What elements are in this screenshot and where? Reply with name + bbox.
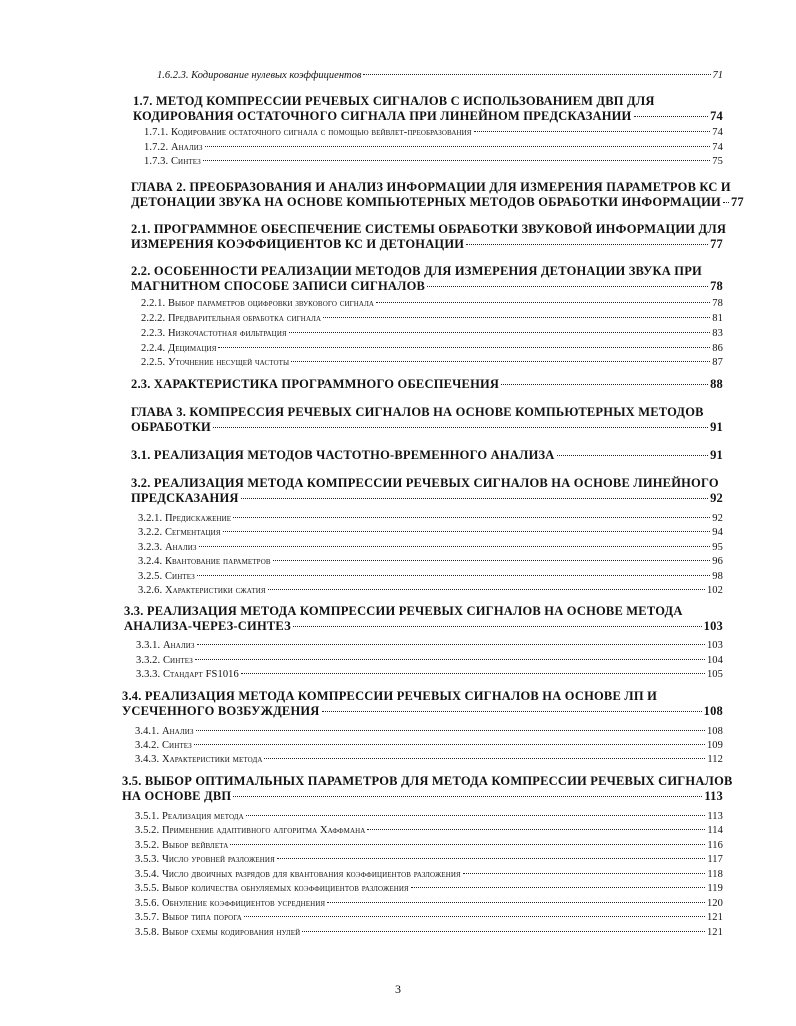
toc-entry-page: 92 (710, 491, 723, 505)
toc-entry[interactable] (135, 869, 723, 880)
toc-entry[interactable] (135, 912, 723, 923)
toc-entry-page: 71 (712, 70, 723, 81)
page-number: 3 (395, 982, 401, 996)
dot-leader (213, 427, 708, 428)
toc-entry[interactable] (138, 513, 723, 524)
toc-entry-title: 3.5.5. Выбор количества обнуляемых коэффициентов разложения (135, 883, 409, 894)
toc-heading-line: 3.4. РЕАЛИЗАЦИЯ МЕТОДА КОМПРЕССИИ РЕЧЕВЫХ СИГНАЛОВ НА ОСНОВЕ ЛП И (122, 689, 657, 703)
toc-entry[interactable] (141, 328, 723, 339)
toc-entry-title: 2.2.2. Предварительная обработка сигнала (141, 313, 322, 324)
toc-heading[interactable] (133, 94, 723, 124)
dot-leader (474, 131, 711, 132)
toc-entry-page: 92 (712, 513, 723, 524)
toc-heading-line: 3.2. РЕАЛИЗАЦИЯ МЕТОДА КОМПРЕССИИ РЕЧЕВЫХ СИГНАЛОВ НА ОСНОВЕ ЛИНЕЙНОГО (131, 476, 719, 490)
toc-entry-page: 108 (706, 726, 723, 737)
toc-entry[interactable] (138, 556, 723, 567)
dot-leader (196, 730, 705, 731)
dot-leader (241, 673, 705, 674)
toc-entry-title: 3.2.2. Сегментация (138, 527, 221, 538)
dot-leader (230, 844, 705, 845)
dot-leader (634, 116, 709, 117)
toc-entry-page: 95 (712, 542, 723, 553)
toc-entry-page: 116 (707, 840, 723, 851)
toc-entry-title: 1.6.2.3. Кодирование нулевых коэффициентов (157, 70, 362, 81)
toc-heading-line: АНАЛИЗА-ЧЕРЕЗ-СИНТЕЗ (124, 619, 291, 633)
toc-entry-page: 113 (704, 789, 723, 803)
toc-chapter[interactable] (131, 180, 744, 210)
toc-entry-title: 1.7.2. Анализ (144, 142, 203, 153)
toc-entry-title: 3.4.3. Характеристики метода (135, 754, 263, 765)
toc-entry-title: 3.3.1. Анализ (136, 640, 195, 651)
toc-entry-page: 120 (706, 898, 723, 909)
toc-heading-line: ПРЕДСКАЗАНИЯ (131, 491, 239, 505)
toc-entry[interactable] (141, 313, 723, 324)
toc-heading-line: 2.1. ПРОГРАММНОЕ ОБЕСПЕЧЕНИЕ СИСТЕМЫ ОБРАБОТКИ ЗВУКОВОЙ ИНФОРМАЦИИ ДЛЯ (131, 222, 727, 236)
toc-entry-page: 104 (706, 655, 723, 666)
toc-entry-title: 3.2.3. Анализ (138, 542, 197, 553)
toc-entry[interactable] (135, 726, 723, 737)
toc-entry[interactable] (144, 142, 723, 153)
toc-entry-page: 81 (712, 313, 723, 324)
toc-entry-page: 75 (712, 156, 723, 167)
dot-leader (218, 347, 710, 348)
toc-heading-line: ГЛАВА 3. КОМПРЕССИЯ РЕЧЕВЫХ СИГНАЛОВ НА ОСНОВЕ КОМПЬЮТЕРНЫХ МЕТОДОВ (131, 405, 704, 419)
toc-entry-page: 119 (707, 883, 723, 894)
dot-leader (501, 384, 708, 385)
toc-entry-page: 117 (707, 854, 723, 865)
toc-entry-page: 74 (710, 109, 723, 123)
toc-entry-title: 3.3.3. Стандарт FS1016 (136, 669, 239, 680)
toc-entry-title: 3.2.6. Характеристики сжатия (138, 585, 266, 596)
dot-leader (223, 531, 711, 532)
toc-entry-page: 87 (712, 357, 723, 368)
toc-heading-line: ОБРАБОТКИ (131, 420, 211, 434)
dot-leader (463, 873, 706, 874)
toc-entry-page: 86 (712, 343, 723, 354)
toc-heading-line: КОДИРОВАНИЯ ОСТАТОЧНОГО СИГНАЛА ПРИ ЛИНЕЙНОМ ПРЕДСКАЗАНИИ (133, 109, 632, 123)
dot-leader (273, 560, 711, 561)
toc-heading-line: ДЕТОНАЦИИ ЗВУКА НА ОСНОВЕ КОМПЬЮТЕРНЫХ МЕТОДОВ ОБРАБОТКИ ИНФОРМАЦИИ (131, 195, 721, 209)
toc-heading[interactable] (131, 222, 727, 252)
toc-entry-page: 94 (712, 527, 723, 538)
toc-entry[interactable] (136, 640, 723, 651)
toc-entry-page: 114 (707, 825, 723, 836)
toc-entry-page: 113 (707, 811, 723, 822)
dot-leader (302, 931, 705, 932)
toc-entry-page: 108 (703, 704, 723, 718)
toc-entry-title: 3.5.4. Число двоичных разрядов для квантования коэффициентов разложения (135, 869, 461, 880)
toc-heading[interactable] (122, 774, 733, 804)
toc-entry[interactable] (136, 655, 723, 666)
toc-entry-title: 3.5.3. Число уровней разложения (135, 854, 275, 865)
toc-entry[interactable] (135, 740, 723, 751)
toc-heading-line: 2.2. ОСОБЕННОСТИ РЕАЛИЗАЦИИ МЕТОДОВ ДЛЯ ИЗМЕРЕНИЯ ДЕТОНАЦИИ ЗВУКА ПРИ (131, 264, 702, 278)
toc-entry[interactable] (138, 585, 723, 596)
toc-entry-page: 118 (707, 869, 723, 880)
toc-heading[interactable] (131, 264, 723, 294)
toc-heading[interactable] (131, 448, 723, 463)
toc-entry-page: 88 (710, 377, 723, 391)
dot-leader (233, 517, 710, 518)
toc-heading-line: 3.3. РЕАЛИЗАЦИЯ МЕТОДА КОМПРЕССИИ РЕЧЕВЫХ СИГНАЛОВ НА ОСНОВЕ МЕТОДА (124, 604, 683, 618)
toc-entry-page: 109 (706, 740, 723, 751)
toc-entry-title: 3.5.2. Выбор вейвлета (135, 840, 229, 851)
dot-leader (277, 858, 705, 859)
toc-entry-title: 3.2.4. Квантование параметров (138, 556, 271, 567)
dot-leader (194, 744, 705, 745)
toc-entry[interactable] (135, 883, 723, 894)
toc-entry[interactable] (144, 127, 723, 138)
dot-leader (197, 575, 710, 576)
toc-entry-title: 2.2.3. Низкочастотная фильтрация (141, 328, 287, 339)
toc-entry[interactable] (141, 298, 723, 309)
dot-leader (195, 659, 705, 660)
dot-leader (268, 589, 705, 590)
toc-entry[interactable] (141, 357, 723, 368)
dot-leader (233, 796, 702, 797)
toc-entry-title: 3.4.1. Анализ (135, 726, 194, 737)
toc-entry-page: 121 (706, 927, 723, 938)
toc-entry[interactable] (138, 542, 723, 553)
dot-leader (199, 546, 711, 547)
dot-leader (723, 202, 729, 203)
toc-heading-line: УСЕЧЕННОГО ВОЗБУЖДЕНИЯ (122, 704, 320, 718)
toc-entry-page: 74 (712, 142, 723, 153)
dot-leader (205, 146, 711, 147)
dot-leader (367, 829, 705, 830)
toc-entry-title: 3.5.1. Реализация метода (135, 811, 244, 822)
toc-heading[interactable] (131, 377, 723, 392)
toc-entry-title: 1.7.1. Кодирование остаточного сигнала с помощью вейвлет-преобразования (144, 127, 472, 138)
dot-leader (557, 455, 709, 456)
dot-leader (322, 711, 702, 712)
toc-entry[interactable] (157, 70, 723, 81)
toc-heading-line: 3.5. ВЫБОР ОПТИМАЛЬНЫХ ПАРАМЕТРОВ ДЛЯ МЕТОДА КОМПРЕССИИ РЕЧЕВЫХ СИГНАЛОВ (122, 774, 733, 788)
dot-leader (466, 244, 708, 245)
dot-leader (244, 916, 705, 917)
toc-entry-page: 102 (706, 585, 723, 596)
toc-entry-page: 91 (710, 420, 723, 434)
toc-entry[interactable] (135, 825, 723, 836)
toc-entry[interactable] (144, 156, 723, 167)
dot-leader (411, 887, 706, 888)
dot-leader (427, 286, 708, 287)
dot-leader (293, 626, 702, 627)
toc-entry[interactable] (135, 811, 723, 822)
dot-leader (291, 361, 710, 362)
toc-entry-page: 98 (712, 571, 723, 582)
toc-entry-page: 78 (712, 298, 723, 309)
dot-leader (323, 317, 710, 318)
toc-entry-title: 3.1. РЕАЛИЗАЦИЯ МЕТОДОВ ЧАСТОТНО-ВРЕМЕННОГО АНАЛИЗА (131, 448, 555, 462)
toc-entry-page: 103 (706, 640, 723, 651)
toc-entry-page: 112 (707, 754, 723, 765)
dot-leader (376, 302, 710, 303)
toc-entry-title: 1.7.3. Синтез (144, 156, 201, 167)
toc-entry[interactable] (138, 571, 723, 582)
dot-leader (246, 815, 706, 816)
toc-heading-line: ИЗМЕРЕНИЯ КОЭФФИЦИЕНТОВ КС И ДЕТОНАЦИИ (131, 237, 465, 251)
dot-leader (327, 902, 705, 903)
toc-entry[interactable] (141, 343, 723, 354)
toc-heading[interactable] (124, 604, 723, 634)
toc-entry[interactable] (135, 854, 723, 865)
toc-entry-page: 74 (712, 127, 723, 138)
toc-entry[interactable] (135, 898, 723, 909)
toc-entry-title: 3.4.2. Синтез (135, 740, 192, 751)
toc-heading-line: ГЛАВА 2. ПРЕОБРАЗОВАНИЯ И АНАЛИЗ ИНФОРМАЦИИ ДЛЯ ИЗМЕРЕНИЯ ПАРАМЕТРОВ КС И (131, 180, 731, 194)
dot-leader (289, 332, 711, 333)
toc-entry-title: 3.5.6. Обнуление коэффициентов усреднения (135, 898, 326, 909)
toc-entry-title: 3.3.2. Синтез (136, 655, 193, 666)
toc-heading[interactable] (122, 689, 723, 719)
toc-entry-title: 3.2.5. Синтез (138, 571, 195, 582)
toc-entry-page: 91 (710, 448, 723, 462)
toc-heading-line: НА ОСНОВЕ ДВП (122, 789, 232, 803)
toc-entry[interactable] (135, 754, 723, 765)
toc-entry-page: 96 (712, 556, 723, 567)
toc-entry-title: 3.5.8. Выбор схемы кодирования нулей (135, 927, 301, 938)
toc-entry-page: 83 (712, 328, 723, 339)
toc-chapter[interactable] (131, 405, 723, 435)
toc-entry-title: 2.2.4. Децимация (141, 343, 217, 354)
toc-entry-title: 3.5.7. Выбор типа порога (135, 912, 242, 923)
toc-entry-title: 3.2.1. Предискажение (138, 513, 232, 524)
dot-leader (264, 758, 705, 759)
toc-entry[interactable] (138, 527, 723, 538)
toc-entry-page: 77 (730, 195, 744, 209)
toc-entry-title: 3.5.2. Применение адаптивного алгоритма Хаффмана (135, 825, 366, 836)
toc-entry-page: 103 (703, 619, 723, 633)
toc-entry-page: 105 (706, 669, 723, 680)
toc-entry[interactable] (135, 927, 723, 938)
toc-entry-title: 2.2.5. Уточнение несущей частоты (141, 357, 290, 368)
toc-entry-page: 78 (710, 279, 723, 293)
toc-heading[interactable] (131, 476, 723, 506)
toc-entry[interactable] (135, 840, 723, 851)
toc-entry-title: 2.2.1. Выбор параметров оцифровки звукового сигнала (141, 298, 375, 309)
toc-entry-page: 77 (710, 237, 723, 251)
toc-entry[interactable] (136, 669, 723, 680)
toc-entry-title: 2.3. ХАРАКТЕРИСТИКА ПРОГРАММНОГО ОБЕСПЕЧЕНИЯ (131, 377, 500, 391)
toc-heading-line: МАГНИТНОМ СПОСОБЕ ЗАПИСИ СИГНАЛОВ (131, 279, 426, 293)
dot-leader (203, 160, 710, 161)
toc-heading-line: 1.7. МЕТОД КОМПРЕССИИ РЕЧЕВЫХ СИГНАЛОВ С ИСПОЛЬЗОВАНИЕМ ДВП ДЛЯ (133, 94, 655, 108)
dot-leader (197, 644, 705, 645)
toc-entry-page: 121 (706, 912, 723, 923)
dot-leader (363, 74, 710, 75)
dot-leader (241, 498, 708, 499)
